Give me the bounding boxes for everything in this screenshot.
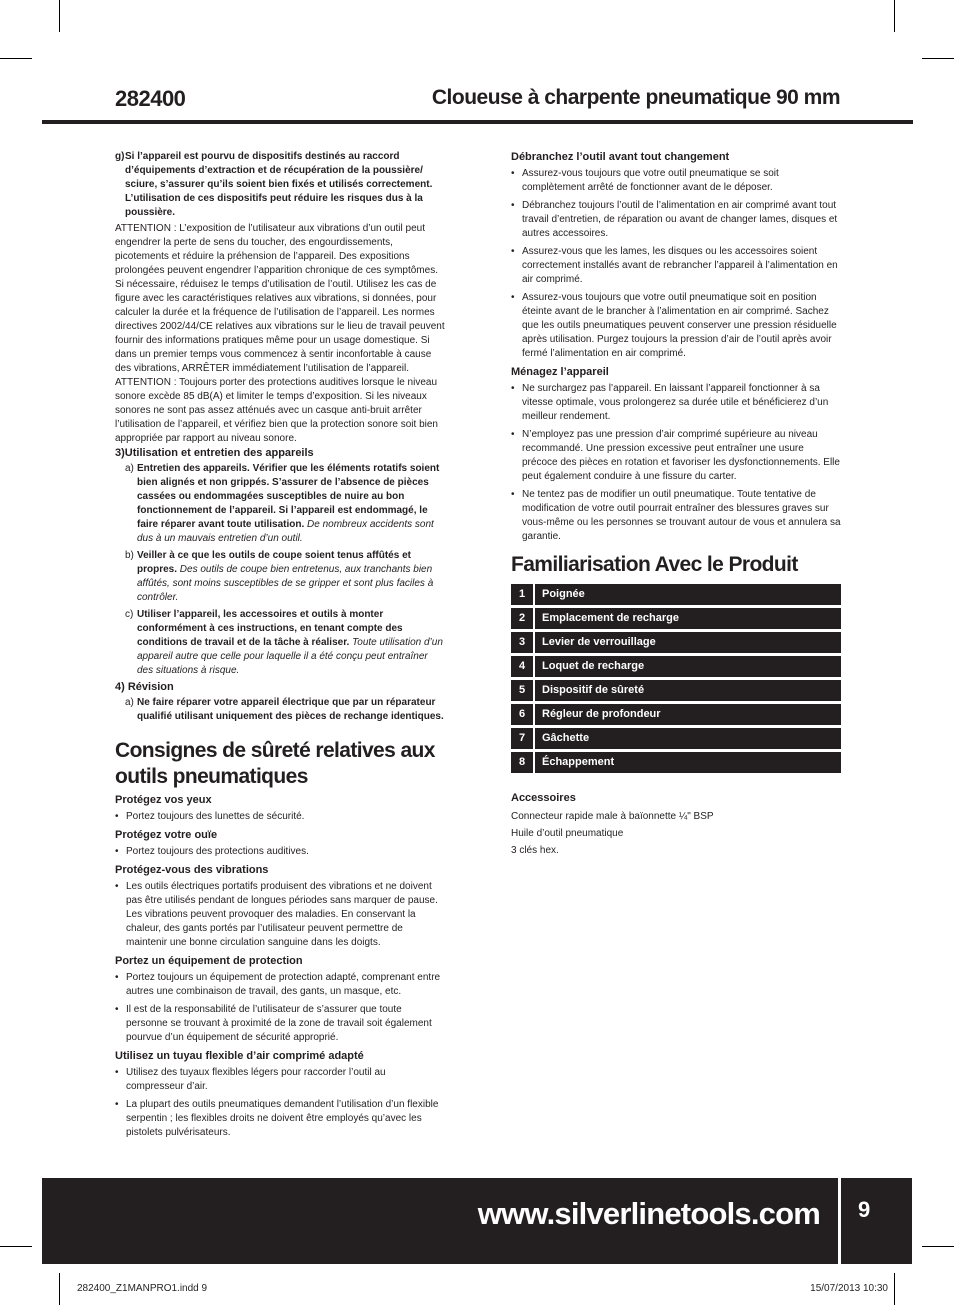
part-name: Loquet de recharge <box>535 656 841 677</box>
part-name: Gâchette <box>535 728 841 749</box>
hose-title: Utilisez un tuyau flexible d’air comprimé adapté <box>115 1050 364 1062</box>
part-row <box>511 680 841 701</box>
list-item: • Assurez-vous toujours que votre outil pneumatique se soit complètement arrêté de fonctionner avant de le déposer. <box>511 167 841 195</box>
part-number: 7 <box>511 728 533 749</box>
parts-list <box>511 584 841 773</box>
part-row <box>511 632 841 653</box>
page-number-box <box>841 1178 912 1264</box>
ppe-list <box>115 971 445 1045</box>
accessory-item: 3 clés hex. <box>511 845 559 856</box>
part-name: Régleur de profondeur <box>535 704 841 725</box>
website-link[interactable]: www.silverlinetools.com <box>477 1196 820 1231</box>
right-column <box>511 150 841 859</box>
part-name: Levier de verrouillage <box>535 632 841 653</box>
footer-bar <box>42 1178 838 1264</box>
part-row <box>511 728 841 749</box>
left-column <box>115 150 445 1144</box>
eyes-list <box>115 810 445 824</box>
list-item: • Utilisez des tuyaux flexibles légers pour raccorder l’outil au compresseur d’air. <box>115 1066 445 1094</box>
section-4-title: 4) Révision <box>115 681 174 693</box>
list-item: • Portez toujours un équipement de protection adapté, comprenant entre autres une combinaison de travail, des gants, un masque, etc. <box>115 971 445 999</box>
ears-list <box>115 845 445 859</box>
part-row <box>511 584 841 605</box>
item-4a: a) Ne faire réparer votre appareil électrique que par un réparateur qualifié utilisant uniquement des pièces de rechange identiques. <box>125 697 444 722</box>
ppe-title: Portez un équipement de protection <box>115 955 303 967</box>
crop-mark <box>0 1246 32 1247</box>
section-heading-safety: Consignes de sûreté relatives aux outils pneumatiques <box>115 739 435 788</box>
part-number: 8 <box>511 752 533 773</box>
model-number: 282400 <box>115 86 186 111</box>
item-3c: c) Utiliser l’appareil, les accessoires et outils à monter conformément à ces instructions, en tenant compte des conditions de travail et de la tâche à réaliser. Toute utilisation d’un appareil autre que celle pour laquelle il a été conçu peut entraîner des situations à risque. <box>125 609 443 676</box>
part-row <box>511 704 841 725</box>
disconnect-title: Débranchez l’outil avant tout changement <box>511 151 730 163</box>
list-item: • Il est de la responsabilité de l’utilisateur de s’assurer que toute personne se trouvant à proximité de la zone de travail soit également pourvue d’un équipement de sécurité approprié. <box>115 1003 445 1045</box>
part-number: 1 <box>511 584 533 605</box>
list-item: • Ne surchargez pas l’appareil. En laissant l’appareil fonctionner à sa vitesse optimale, vous prolongerez sa durée utile et bénéficierez d’un meilleur rendement. <box>511 382 841 424</box>
vibration-title: Protégez-vous des vibrations <box>115 864 269 876</box>
crop-mark <box>922 1246 954 1247</box>
list-item: • La plupart des outils pneumatiques demandent l’utilisation d’un flexible serpentin ; les flexibles droits ne doivent être employés qu’avec les pistolets pulvérisateurs. <box>115 1098 445 1140</box>
part-name: Emplacement de recharge <box>535 608 841 629</box>
crop-mark <box>922 58 954 59</box>
part-name: Poignée <box>535 584 841 605</box>
eyes-title: Protégez vos yeux <box>115 794 212 806</box>
part-number: 2 <box>511 608 533 629</box>
list-item: • Les outils électriques portatifs produisent des vibrations et ne doivent pas être utilisés pendant de longues périodes sans marquer de pause. Les vibrations peuvent provoquer des maladies. En conservant la chaleur, des gants portés par l’utilisateur peuvent permettre de maintenir une bonne circulation sanguine dans les doigts. <box>115 880 445 950</box>
vibration-list <box>115 880 445 950</box>
part-number: 5 <box>511 680 533 701</box>
crop-mark <box>894 1273 895 1305</box>
list-item: • Portez toujours des lunettes de sécurité. <box>115 810 445 824</box>
list-item: • Débranchez toujours l’outil de l’alimentation en air comprimé avant tout travail d’entretien, de réparation ou avant de changer lames, disques et autres accessoires. <box>511 199 841 241</box>
disconnect-list <box>511 167 841 361</box>
accessories-title: Accessoires <box>511 792 576 804</box>
page-number: 9 <box>858 1197 871 1222</box>
crop-mark <box>0 58 32 59</box>
part-name: Échappement <box>535 752 841 773</box>
accessory-item: Huile d’outil pneumatique <box>511 828 624 839</box>
crop-mark <box>59 0 60 32</box>
hose-list <box>115 1066 445 1140</box>
attention-vibration: ATTENTION : L’exposition de l’utilisateur aux vibrations d’un outil peut engendrer la perte de sens du toucher, des engourdissements, picotements et réduire la préhension de l’appareil. Des expositions prolongées peuvent engendrer l’apparition chronique de ces symptômes. Si nécessaire, réduisez le temps d’utilisation de l’outil. Utilisez les cas de figure avec les caractéristiques relatives aux vibrations, si données, pour calculer la durée et la fréquence de l’utilisation de l’appareil. Les normes directives 2002/44/CE relatives aux vibrations sur le lieu de travail peuvent fournir des informations pratiques même pour un usage domestique. Si dans un premier temps vous commencez à sentir inconfortable à cause des vibrations, ARRÊTER immédiatement l’utilisation de l’appareil. <box>115 223 445 374</box>
part-row <box>511 752 841 773</box>
part-name: Dispositif de sûreté <box>535 680 841 701</box>
section-3-title: 3)Utilisation et entretien des appareils <box>115 447 314 459</box>
care-title: Ménagez l’appareil <box>511 366 609 378</box>
item-3a: a) Entretien des appareils. Vérifier que les éléments rotatifs soient bien alignés et non grippés. S’assurer de l’absence de pièces cassées ou endommagées susceptibles de nuire au bon fonctionnement de l’appareil. Si l’appareil est endommagé, le faire réparer avant toute utilisation. De nombreux accidents sont dus à un mauvais entretien d’un outil. <box>125 463 440 544</box>
list-item: • Assurez-vous que les lames, les disques ou les accessoires soient correctement installés avant de rebrancher l’appareil à l’alimentation en air comprimé. <box>511 245 841 287</box>
slug-date: 15/07/2013 10:30 <box>810 1283 888 1294</box>
list-item: • Portez toujours des protections auditives. <box>115 845 445 859</box>
ears-title: Protégez votre ouïe <box>115 829 218 841</box>
header-rule <box>42 120 913 124</box>
page-header <box>42 86 912 122</box>
care-list <box>511 382 841 544</box>
attention-noise: ATTENTION : Toujours porter des protections auditives lorsque le niveau sonore excède 85 dB(A) et limiter le temps d’exposition. Si les niveaux sonores ne sont pas assez atténués avec un casque anti-bruit arrêter l’utilisation de l’appareil, et vérifiez bien que la protection sonore soit bien appropriée par rapport au niveau sonore. <box>115 377 438 444</box>
list-item: • Ne tentez pas de modifier un outil pneumatique. Toute tentative de modification de votre outil pourrait entraîner des blessures graves sur vous-même ou les personnes se trouvant autour de vous et annulera sa garantie. <box>511 488 841 544</box>
part-row <box>511 656 841 677</box>
item-3b: b) Veiller à ce que les outils de coupe soient tenus affûtés et propres. Des outils de coupe bien entretenus, aux tranchants bien affûtés, sont moins susceptibles de se gripper et sont plus faciles à contrôler. <box>125 550 434 603</box>
part-number: 3 <box>511 632 533 653</box>
section-heading-familiarisation: Familiarisation Avec le Produit <box>511 553 798 576</box>
crop-mark <box>894 0 895 32</box>
part-row <box>511 608 841 629</box>
slug-filename: 282400_Z1MANPRO1.indd 9 <box>77 1283 208 1294</box>
list-item: • Assurez-vous toujours que votre outil pneumatique soit en position éteinte avant de le brancher à l’alimentation en air comprimé. Sachez que les outils pneumatiques peuvent conserver une pression résiduelle après utilisation. Purgez toujours la pression d’air de l’outil après avoir fermé l’alimentation en air comprimé. <box>511 291 841 361</box>
item-g: g) Si l’appareil est pourvu de dispositifs destinés au raccord d’équipements d’extraction et de récupération de la poussière/ sciure, s’assurer qu’ils soient bien fixés et utilisés correctement. L’utilisation de ces dispositifs peut réduire les risques dus à la poussière. <box>115 151 433 218</box>
part-number: 6 <box>511 704 533 725</box>
accessory-item: Connecteur rapide male à baïonnette ¼" BSP <box>511 811 714 822</box>
crop-mark <box>59 1273 60 1305</box>
list-item: • N’employez pas une pression d’air comprimé supérieure au niveau recommandé. Une pression excessive peut entraîner une usure précoce des pièces en rotation et favoriser les dysfonctionnements. Elle peut également conduire à une fissure du carter. <box>511 428 841 484</box>
part-number: 4 <box>511 656 533 677</box>
product-title: Cloueuse à charpente pneumatique 90 mm <box>431 86 840 109</box>
